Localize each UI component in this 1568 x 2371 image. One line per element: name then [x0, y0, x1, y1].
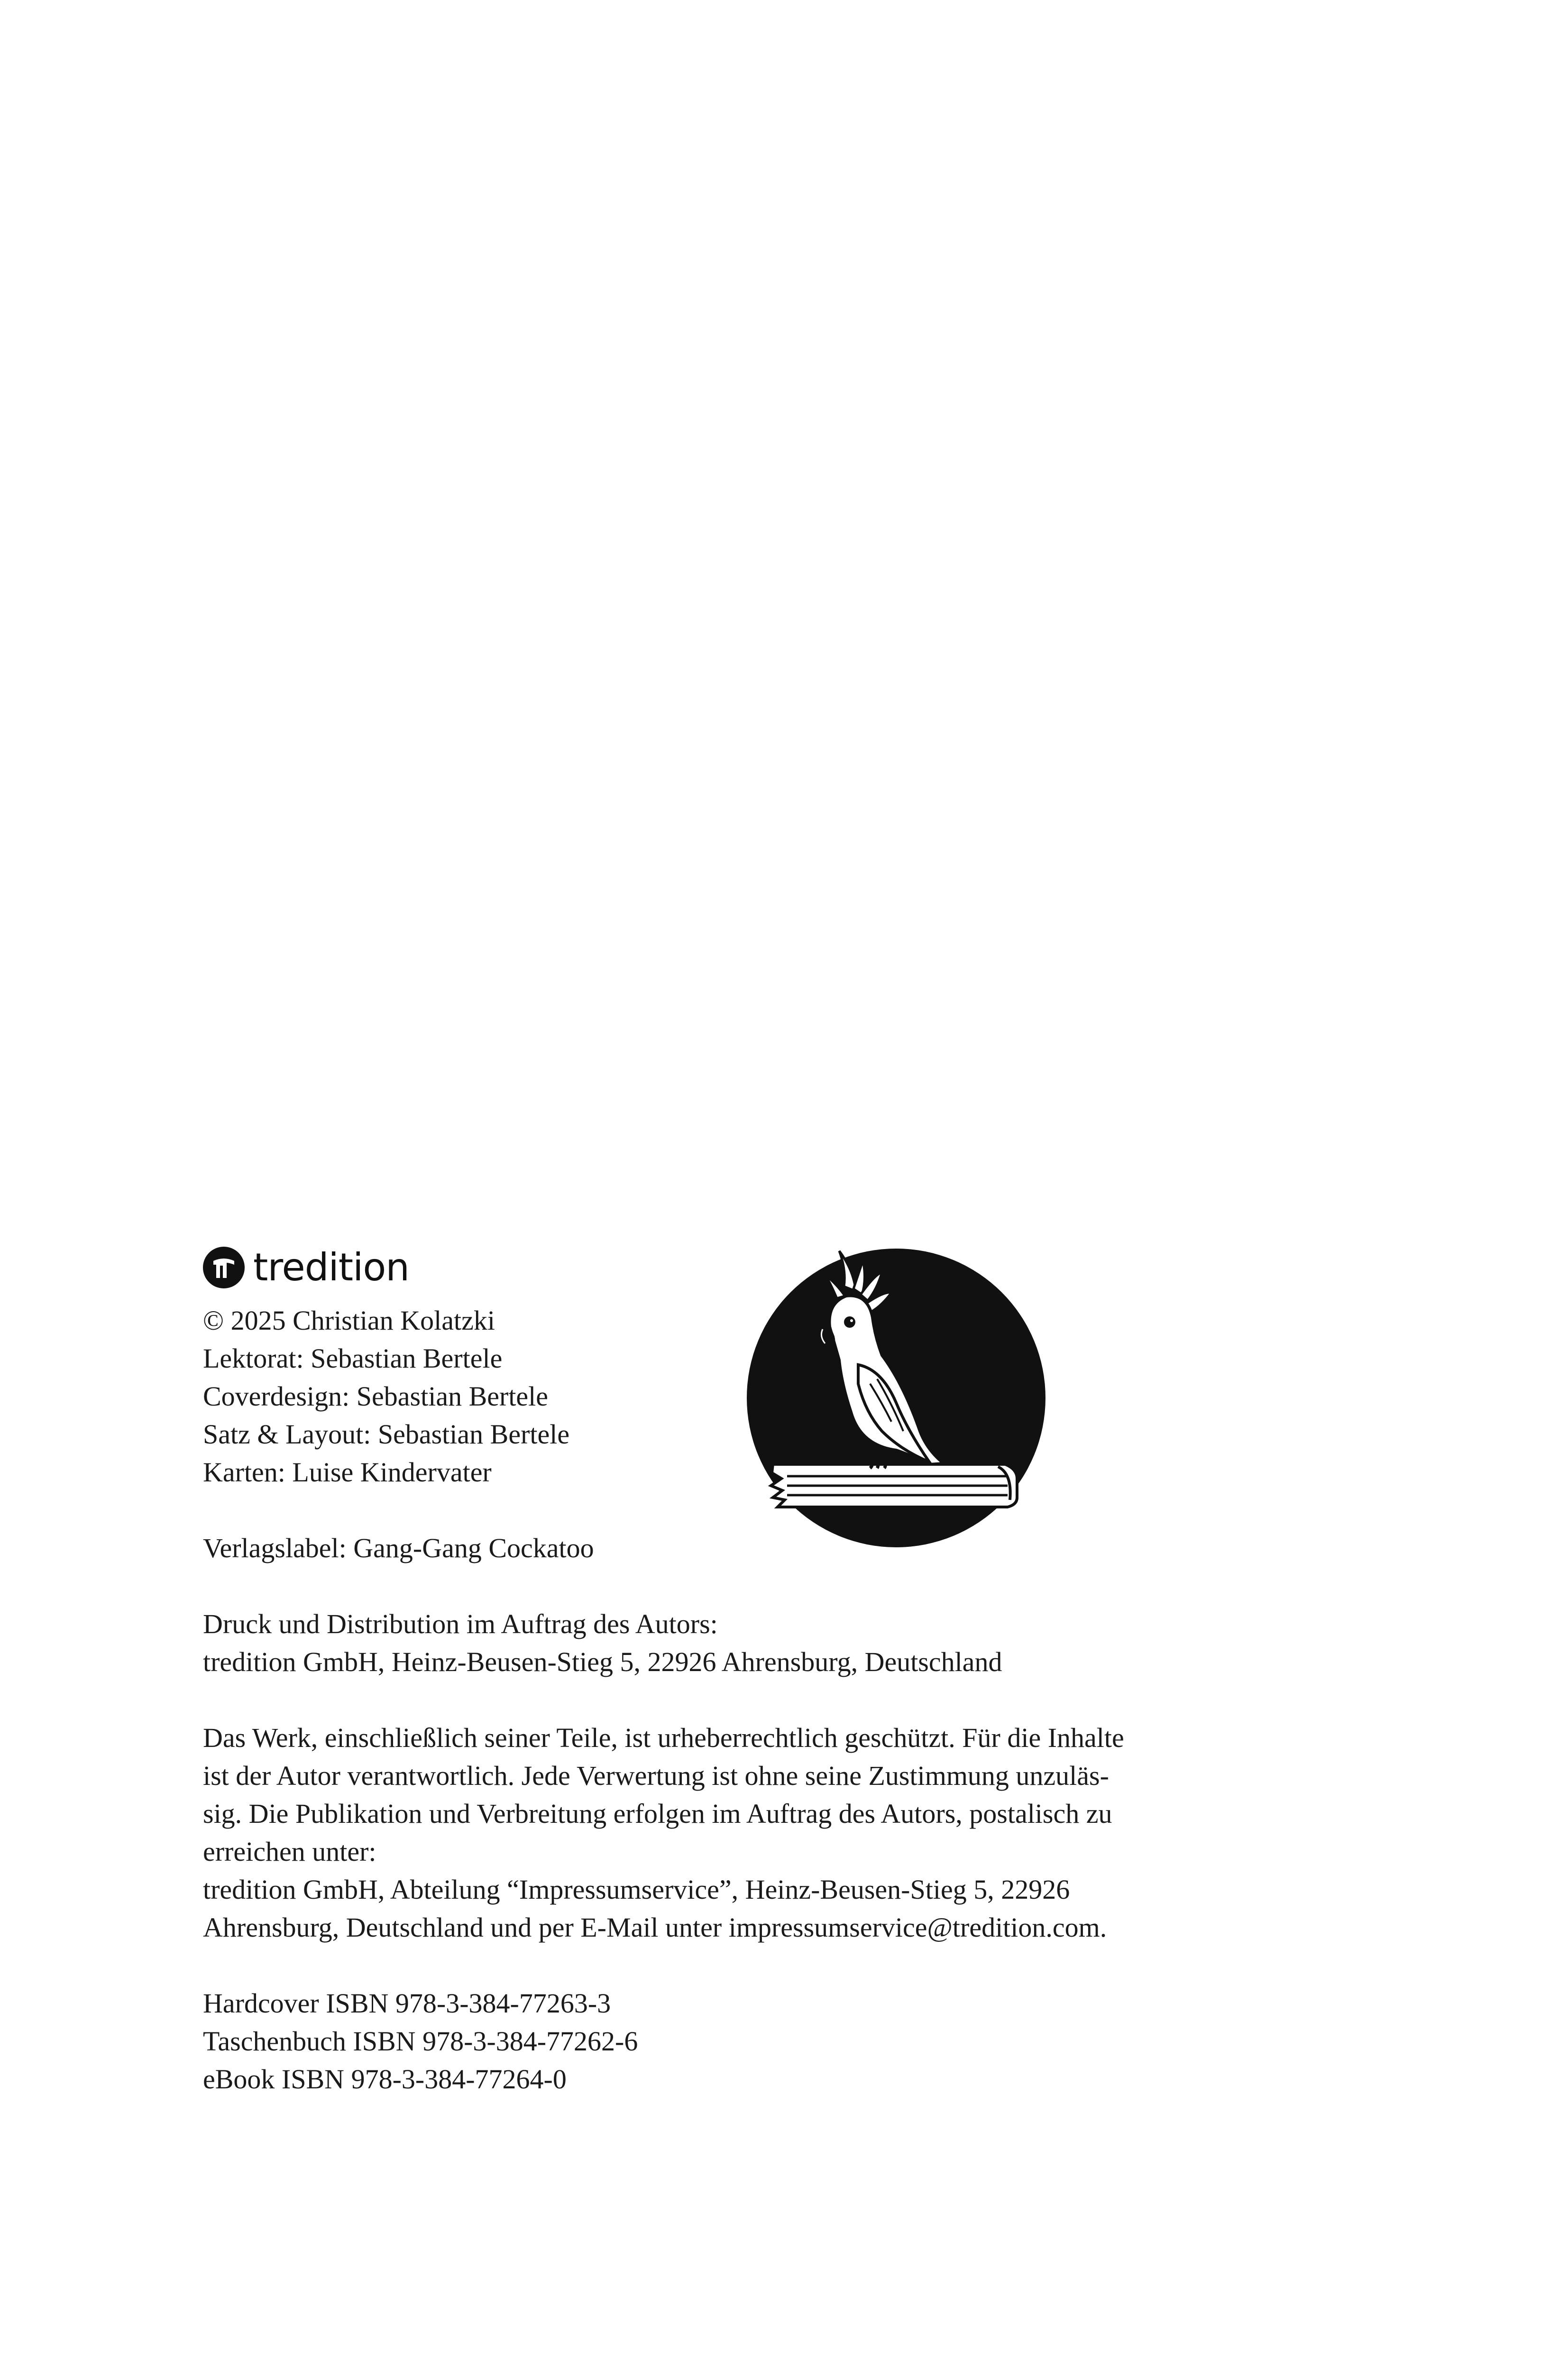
copyright-line: © 2025 Christian Kolatzki	[203, 1305, 495, 1336]
rights-line: erreichen unter:	[203, 1836, 376, 1867]
distribution-line-1: Druck und Distribution im Auftrag des Autors:	[203, 1608, 718, 1639]
imprint-text	[203, 1302, 1270, 2098]
rights-line: ist der Autor verantwortlich. Jede Verwertung ist ohne seine Zustimmung unzuläs-	[203, 1760, 1109, 1791]
publisher-logo	[203, 1246, 409, 1289]
coverdesign-line: Coverdesign: Sebastian Bertele	[203, 1381, 549, 1412]
rights-line: Ahrensburg, Deutschland und per E-Mail unter impressumservice@tredition.com.	[203, 1912, 1107, 1943]
isbn-hardcover: Hardcover ISBN 978-3-384-77263-3	[203, 1988, 611, 2019]
spacer	[203, 1567, 1270, 1605]
distribution-line-2: tredition GmbH, Heinz-Beusen-Stieg 5, 22926 Ahrensburg, Deutschland	[203, 1646, 1002, 1677]
rights-line: sig. Die Publikation und Verbreitung erfolgen im Auftrag des Autors, postalisch zu	[203, 1798, 1112, 1829]
publisher-logo-text: tredition	[253, 1245, 409, 1289]
isbn-taschenbuch: Taschenbuch ISBN 978-3-384-77262-6	[203, 2026, 638, 2057]
lektorat-line: Lektorat: Sebastian Bertele	[203, 1343, 503, 1374]
rights-line: tredition GmbH, Abteilung “Impressumservice”, Heinz-Beusen-Stieg 5, 22926	[203, 1874, 1070, 1905]
tredition-mark-icon	[203, 1247, 245, 1288]
spacer	[203, 1947, 1270, 1985]
karten-line: Karten: Luise Kindervater	[203, 1457, 492, 1488]
verlagslabel-line: Verlagslabel: Gang-Gang Cockatoo	[203, 1533, 594, 1563]
rights-line: Das Werk, einschließlich seiner Teile, ist urheberrechtlich geschützt. Für die Inhalte	[203, 1722, 1124, 1753]
isbn-ebook: eBook ISBN 978-3-384-77264-0	[203, 2064, 567, 2095]
satz-layout-line: Satz & Layout: Sebastian Bertele	[203, 1419, 570, 1450]
spacer	[203, 1681, 1270, 1719]
spacer	[203, 1491, 1270, 1529]
